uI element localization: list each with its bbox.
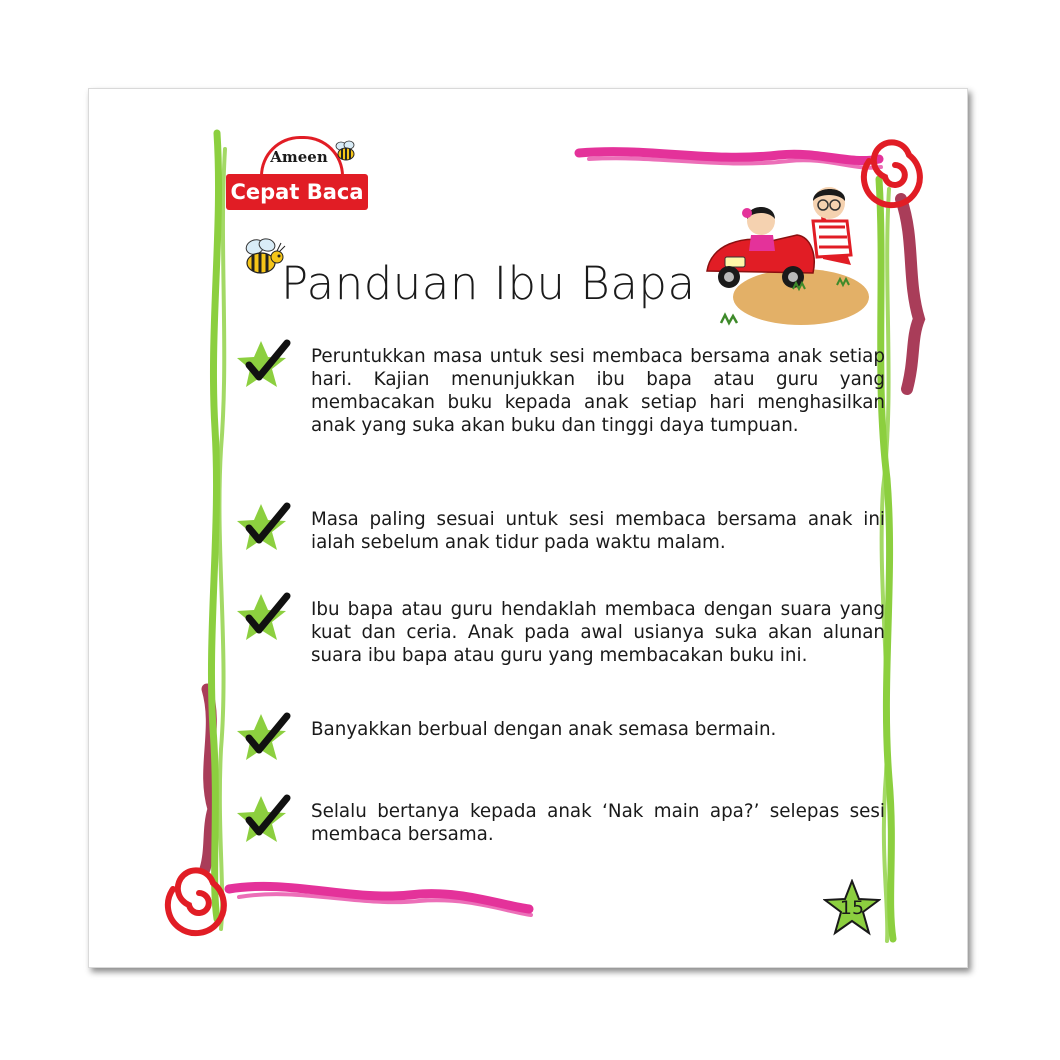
ameen-cepat-baca-logo [226, 136, 368, 216]
page-title: Panduan Ibu Bapa [281, 257, 696, 310]
check-star-icon [237, 500, 295, 558]
list-item-text: Peruntukkan masa untuk sesi membaca bersama anak setiap hari. Kajian menunjukkan ibu bapa atau guru yang membacakan buku kepada anak setiap hari menghasilkan anak yang suka akan buku dan tinggi daya tumpuan. [311, 346, 885, 436]
book-page [88, 88, 968, 968]
page-number: 15 [839, 897, 865, 919]
check-star-icon [237, 710, 295, 768]
list-item-text: Selalu bertanya kepada anak ‘Nak main apa?’ selepas sesi membaca bersama. [311, 801, 885, 845]
check-star-icon [237, 337, 295, 395]
list-item-text: Masa paling sesuai untuk sesi membaca bersama anak ini ialah sebelum anak tidur pada waktu malam. [311, 509, 885, 553]
logo-product: Cepat Baca [226, 174, 368, 210]
check-star-icon [237, 590, 295, 648]
logo-brand: Ameen [270, 148, 328, 166]
list-item-text: Ibu bapa atau guru hendaklah membaca dengan suara yang kuat dan ceria. Anak pada awal usianya suka akan alunan suara ibu bapa atau guru yang membacakan buku ini. [311, 599, 885, 666]
kids-in-car-illustration [701, 185, 869, 335]
list-item-text: Banyakkan berbual dengan anak semasa bermain. [311, 719, 777, 740]
check-star-icon [237, 792, 295, 850]
bee-icon [334, 140, 358, 162]
